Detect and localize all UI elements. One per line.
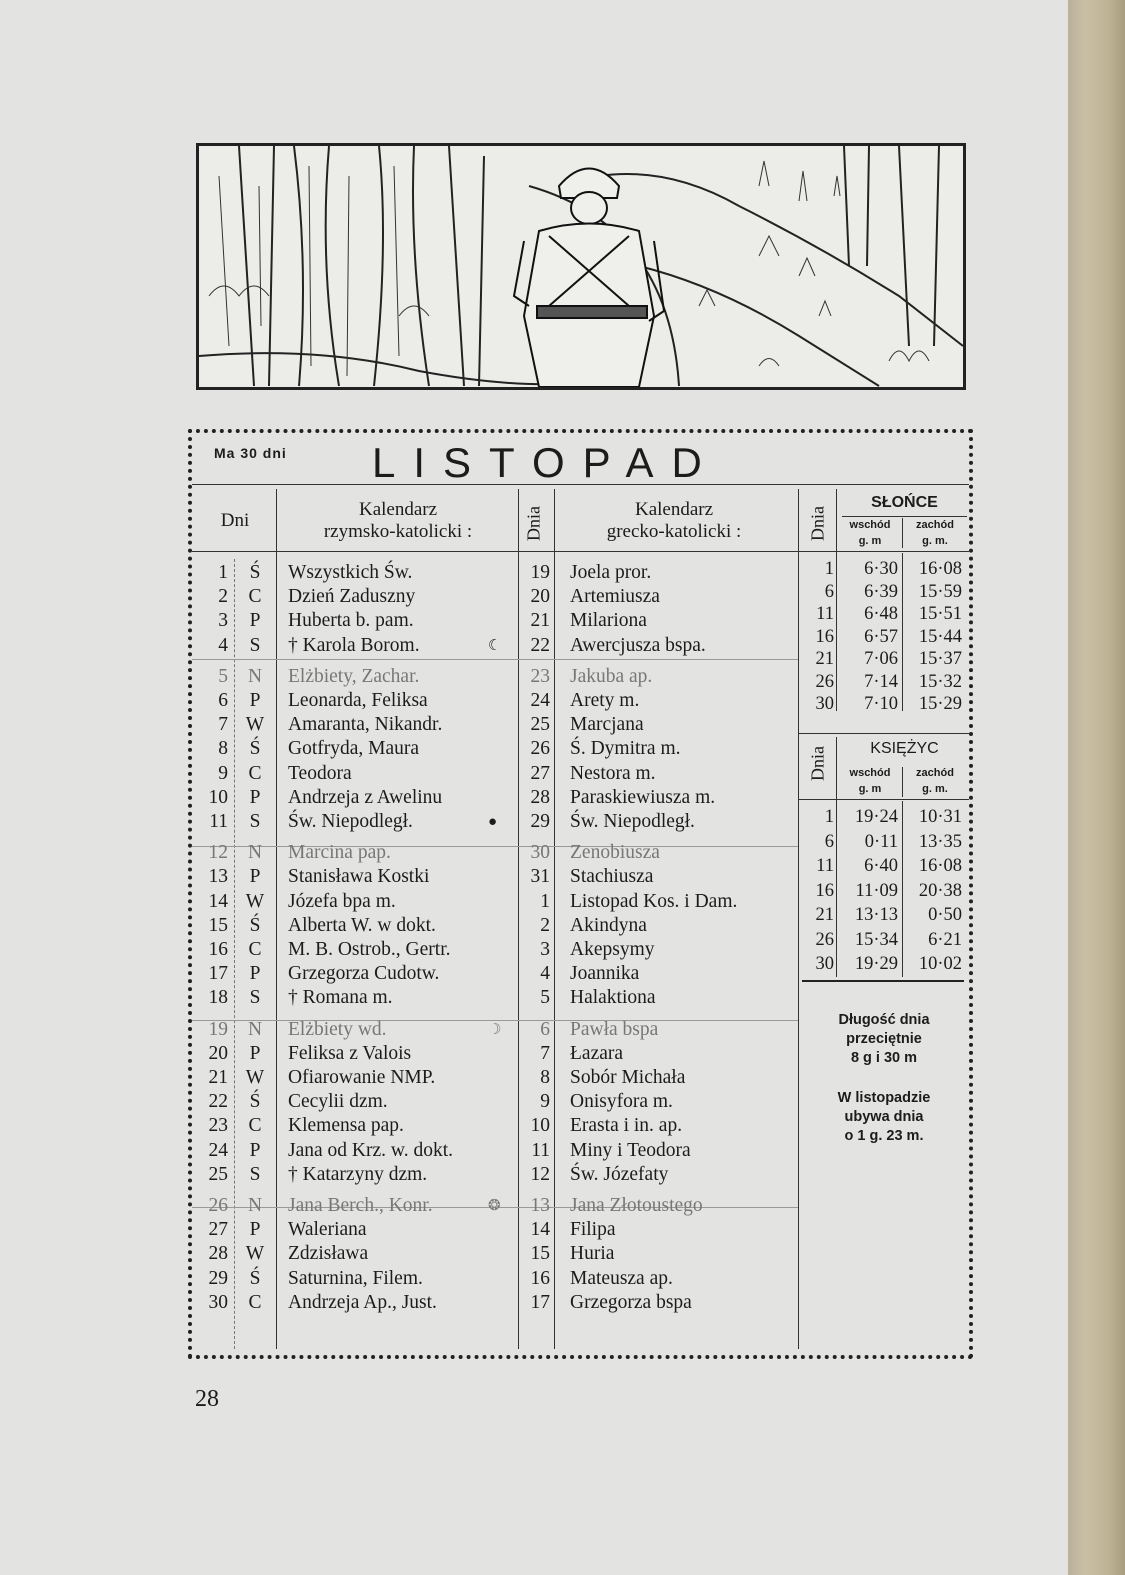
weekday-letter: P bbox=[249, 610, 261, 632]
day-number: 13 bbox=[208, 866, 228, 888]
col-roman-line1: Kalendarz bbox=[358, 499, 438, 520]
greek-saint: Sobór Michała bbox=[570, 1067, 686, 1088]
moon-phase-icon: ❂ bbox=[488, 1198, 501, 1214]
greek-day-number: 16 bbox=[530, 1267, 550, 1289]
sun-day: 30 bbox=[815, 694, 834, 714]
roman-saint: Elżbiety wd. bbox=[288, 1018, 387, 1040]
rise-set-rule bbox=[902, 553, 903, 711]
greek-day-number: 22 bbox=[530, 634, 550, 656]
note-line: 8 g i 30 m bbox=[850, 1050, 918, 1066]
moon-day: 21 bbox=[815, 905, 834, 925]
day-number: 4 bbox=[218, 634, 228, 656]
weekday-letter: Ś bbox=[249, 1267, 261, 1289]
day-number: 12 bbox=[208, 842, 228, 864]
rule-num-wd bbox=[234, 559, 235, 1349]
greek-saint: Zenobiusza bbox=[570, 842, 660, 864]
sun-dnia-label: Dnia bbox=[807, 506, 828, 541]
weekday-letter: S bbox=[249, 987, 261, 1009]
greek-day-number: 14 bbox=[530, 1219, 550, 1241]
moon-header-bottom bbox=[798, 799, 969, 800]
sun-set: 15·59 bbox=[918, 581, 962, 602]
greek-day-number: 17 bbox=[530, 1291, 550, 1313]
roman-saint: Andrzeja Ap., Just. bbox=[288, 1291, 437, 1313]
sun-day: 21 bbox=[815, 649, 834, 669]
weekday-letter: P bbox=[249, 786, 261, 808]
weekday-letter: S bbox=[249, 811, 261, 832]
sun-set: 16·08 bbox=[918, 559, 962, 579]
greek-day-number: 12 bbox=[530, 1163, 550, 1185]
day-number: 2 bbox=[218, 586, 228, 608]
moon-day: 26 bbox=[815, 929, 834, 950]
col-greek-header bbox=[554, 499, 794, 543]
greek-day-number: 1 bbox=[540, 890, 550, 912]
day-number: 22 bbox=[208, 1091, 228, 1113]
weekday-letter: C bbox=[248, 762, 262, 784]
sun-day: 1 bbox=[824, 559, 834, 579]
month-title: LISTOPAD bbox=[372, 439, 720, 486]
sun-rise: 7·10 bbox=[864, 694, 898, 714]
roman-saint: Elżbiety, Zachar. bbox=[288, 665, 420, 687]
greek-day-number: 25 bbox=[530, 714, 550, 736]
weekday-letter: C bbox=[248, 1115, 262, 1137]
soldier-illustration bbox=[196, 143, 966, 390]
roman-saint: Marcina pap. bbox=[288, 842, 391, 864]
greek-day-number: 6 bbox=[540, 1018, 550, 1040]
moon-rise: 19·29 bbox=[854, 954, 898, 974]
greek-day-number: 29 bbox=[530, 811, 550, 832]
moon-set: 0·50 bbox=[928, 905, 962, 925]
greek-day-number: 5 bbox=[540, 987, 550, 1009]
weekday-letter: P bbox=[249, 1139, 261, 1161]
greek-saint: Listopad Kos. i Dam. bbox=[570, 890, 738, 912]
sun-set: 15·32 bbox=[918, 671, 962, 692]
weekday-letter: W bbox=[245, 1067, 265, 1088]
roman-saint: Andrzeja z Awelinu bbox=[288, 786, 443, 808]
header-bottom-rule bbox=[192, 551, 798, 552]
moon-rise-label: wschód bbox=[849, 767, 891, 779]
day-number: 21 bbox=[208, 1067, 228, 1088]
moon-set-label: zachód bbox=[916, 767, 954, 779]
weekday-letter: W bbox=[245, 714, 265, 736]
greek-saint: Łazara bbox=[570, 1042, 624, 1064]
sun-rise: 6·57 bbox=[864, 626, 898, 647]
greek-day-number: 13 bbox=[530, 1195, 550, 1216]
sun-day: 6 bbox=[824, 581, 834, 602]
sun-set-label: zachód bbox=[916, 519, 954, 531]
greek-saint: Stachiusza bbox=[570, 866, 654, 888]
moon-day: 1 bbox=[824, 807, 834, 827]
greek-day-number: 2 bbox=[540, 914, 550, 936]
moon-rise: 11·09 bbox=[855, 880, 898, 901]
greek-saint: Akindyna bbox=[570, 914, 647, 936]
weekday-letter: P bbox=[249, 1042, 261, 1064]
roman-saint: Józefa bpa m. bbox=[288, 890, 396, 912]
day-number: 18 bbox=[208, 987, 228, 1009]
roman-saint: Ofiarowanie NMP. bbox=[288, 1067, 436, 1088]
weekday-letter: N bbox=[247, 1195, 263, 1216]
day-number: 3 bbox=[218, 610, 228, 632]
greek-saint: Milariona bbox=[570, 610, 647, 632]
day-number: 1 bbox=[218, 562, 228, 583]
sun-set: 15·51 bbox=[918, 604, 962, 624]
col-days-header: Dni bbox=[220, 510, 250, 531]
greek-saint: Awercjusza bspa. bbox=[570, 634, 706, 656]
greek-day-number: 10 bbox=[530, 1115, 550, 1137]
greek-day-number: 9 bbox=[540, 1091, 550, 1113]
sun-rise: 6·48 bbox=[864, 604, 898, 624]
greek-saint: Akepsymy bbox=[570, 939, 655, 960]
sun-rise: 6·39 bbox=[864, 581, 898, 602]
greek-day-number: 4 bbox=[540, 963, 550, 985]
day-number: 11 bbox=[209, 811, 228, 832]
note-line: Długość dnia bbox=[838, 1012, 930, 1028]
greek-day-number: 24 bbox=[530, 690, 550, 711]
sun-dnia-header bbox=[804, 495, 832, 553]
day-number: 23 bbox=[208, 1115, 228, 1137]
month-calendar bbox=[188, 429, 973, 1359]
day-decrease-note bbox=[804, 1089, 964, 1146]
page-number: 28 bbox=[195, 1386, 219, 1412]
moon-set: 13·35 bbox=[918, 831, 962, 852]
roman-saint: Dzień Zaduszny bbox=[288, 586, 416, 608]
greek-saint: Ś. Dymitra m. bbox=[570, 738, 681, 760]
weekday-letter: W bbox=[245, 890, 265, 912]
moon-bottom-rule bbox=[802, 980, 964, 982]
col-greek-line1: Kalendarz bbox=[634, 499, 714, 520]
col-greek-line2: grecko-katolicki : bbox=[606, 521, 742, 542]
roman-saint: Stanisława Kostki bbox=[288, 866, 430, 888]
greek-saint: Paraskiewiusza m. bbox=[570, 786, 716, 808]
weekday-letter: N bbox=[247, 665, 263, 687]
roman-saint: † Karola Borom. bbox=[288, 634, 420, 656]
moon-set: 10·02 bbox=[918, 954, 962, 974]
greek-day-number: 15 bbox=[530, 1243, 550, 1265]
sun-rise: 6·30 bbox=[864, 559, 898, 579]
greek-saint: Pawła bspa bbox=[570, 1018, 659, 1040]
moon-rise: 19·24 bbox=[854, 807, 898, 827]
forest-soldier-drawing bbox=[199, 146, 963, 387]
weekday-letter: Ś bbox=[249, 562, 261, 583]
weekday-letter: Ś bbox=[249, 914, 261, 936]
greek-saint: Halaktiona bbox=[570, 987, 656, 1009]
roman-saint: Wszystkich Św. bbox=[288, 562, 413, 583]
greek-day-number: 26 bbox=[530, 738, 550, 760]
weekday-letter: Ś bbox=[249, 1091, 261, 1113]
paper-edge bbox=[1068, 0, 1125, 1575]
day-number: 10 bbox=[208, 786, 228, 808]
greek-day-number: 30 bbox=[530, 842, 550, 864]
day-number: 14 bbox=[208, 890, 228, 912]
sun-unit2: g. m. bbox=[922, 535, 948, 547]
roman-saint: M. B. Ostrob., Gertr. bbox=[288, 939, 451, 960]
greek-saint: Grzegorza bspa bbox=[570, 1291, 692, 1313]
greek-saint: Św. Józefaty bbox=[570, 1163, 669, 1185]
roman-saint: Gotfryda, Maura bbox=[288, 738, 420, 760]
greek-day-number: 7 bbox=[540, 1042, 550, 1064]
greek-saint: Miny i Teodora bbox=[570, 1139, 691, 1161]
roman-saint: Amaranta, Nikandr. bbox=[288, 714, 443, 736]
sun-rise: 7·06 bbox=[864, 649, 898, 669]
roman-saint: Cecylii dzm. bbox=[288, 1091, 388, 1113]
weekday-letter: C bbox=[248, 586, 262, 608]
sun-unit-rule bbox=[902, 518, 903, 548]
sun-day: 26 bbox=[815, 671, 834, 692]
sun-unit1: g. m bbox=[858, 535, 882, 547]
greek-day-number: 21 bbox=[530, 610, 550, 632]
greek-saint: Jana Złotoustego bbox=[570, 1195, 703, 1216]
moon-phase-icon: ☾ bbox=[488, 637, 502, 654]
greek-day-number: 27 bbox=[530, 762, 550, 784]
sun-title-rule bbox=[842, 516, 967, 517]
moon-unit2: g. m. bbox=[922, 783, 948, 795]
roman-saint: Zdzisława bbox=[288, 1243, 369, 1265]
moon-title: KSIĘŻYC bbox=[870, 740, 939, 757]
greek-day-number: 23 bbox=[530, 665, 550, 687]
weekday-letter: N bbox=[247, 1018, 263, 1040]
day-number: 29 bbox=[208, 1267, 228, 1289]
roman-saint: Klemensa pap. bbox=[288, 1115, 404, 1137]
moon-rise: 6·40 bbox=[864, 856, 898, 876]
roman-saint: Teodora bbox=[288, 762, 352, 784]
moon-dnia-rule bbox=[836, 801, 837, 977]
roman-saint: Feliksa z Valois bbox=[288, 1042, 412, 1064]
note-line: W listopadzie bbox=[837, 1090, 931, 1106]
day-number: 27 bbox=[208, 1219, 228, 1241]
greek-saint: Św. Niepodległ. bbox=[570, 811, 695, 832]
roman-saint: Saturnina, Filem. bbox=[288, 1267, 423, 1289]
roman-saint: Leonarda, Feliksa bbox=[288, 690, 428, 711]
weekday-letter: C bbox=[248, 1291, 262, 1313]
note-line: o 1 g. 23 m. bbox=[844, 1128, 924, 1144]
days-count-note: Ma 30 dni bbox=[214, 445, 287, 461]
sun-title: SŁOŃCE bbox=[871, 494, 938, 511]
rise-set-rule bbox=[902, 801, 903, 977]
roman-saint: † Romana m. bbox=[288, 987, 393, 1009]
greek-day-number: 20 bbox=[530, 586, 550, 608]
greek-day-number: 11 bbox=[531, 1139, 550, 1161]
greek-day-number: 31 bbox=[530, 866, 550, 888]
moon-day: 11 bbox=[816, 856, 834, 876]
roman-saint: Grzegorza Cudotw. bbox=[288, 963, 440, 985]
weekday-letter: N bbox=[247, 842, 263, 864]
weekday-letter: P bbox=[249, 866, 261, 888]
day-number: 5 bbox=[218, 665, 228, 687]
moon-day: 16 bbox=[815, 880, 834, 901]
day-number: 6 bbox=[218, 690, 228, 711]
greek-saint: Marcjana bbox=[570, 714, 644, 736]
moon-day: 6 bbox=[824, 831, 834, 852]
greek-saint: Filipa bbox=[570, 1219, 616, 1241]
day-number: 24 bbox=[208, 1139, 228, 1161]
greek-saint: Huria bbox=[570, 1243, 615, 1265]
week-separator bbox=[192, 659, 798, 660]
header-top-rule bbox=[192, 484, 969, 485]
day-number: 7 bbox=[218, 714, 228, 736]
rule-greek-side bbox=[798, 489, 799, 1349]
day-number: 8 bbox=[218, 738, 228, 760]
sun-day: 16 bbox=[815, 626, 834, 647]
col-roman-line2: rzymsko-katolicki : bbox=[323, 521, 473, 542]
day-number: 25 bbox=[208, 1163, 228, 1185]
day-length-note bbox=[804, 1011, 964, 1068]
greek-day-number: 19 bbox=[530, 562, 550, 583]
greek-saint: Nestora m. bbox=[570, 762, 656, 784]
sun-set: 15·44 bbox=[918, 626, 962, 647]
roman-saint: Huberta b. pam. bbox=[288, 610, 414, 632]
day-number: 15 bbox=[208, 914, 228, 936]
moon-day: 30 bbox=[815, 954, 834, 974]
roman-saint: Alberta W. w dokt. bbox=[288, 914, 436, 936]
col-roman-header bbox=[278, 499, 518, 543]
note-line: przeciętnie bbox=[846, 1031, 922, 1047]
moon-dnia-label: Dnia bbox=[807, 746, 828, 781]
day-number: 26 bbox=[208, 1195, 228, 1216]
sun-rise-label: wschód bbox=[849, 519, 891, 531]
weekday-letter: W bbox=[245, 1243, 265, 1265]
sun-set: 15·37 bbox=[918, 649, 962, 669]
greek-saint: Jakuba ap. bbox=[570, 665, 653, 687]
moon-rise: 13·13 bbox=[854, 905, 898, 925]
day-number: 9 bbox=[218, 762, 228, 784]
moon-set: 10·31 bbox=[918, 807, 962, 827]
sun-header-bottom bbox=[798, 551, 969, 552]
col-dnia-header bbox=[520, 495, 548, 553]
greek-day-number: 8 bbox=[540, 1067, 550, 1088]
day-number: 17 bbox=[208, 963, 228, 985]
note-line: ubywa dnia bbox=[844, 1109, 924, 1125]
moon-set: 20·38 bbox=[918, 880, 962, 901]
moon-set: 16·08 bbox=[918, 856, 962, 876]
weekday-letter: S bbox=[249, 1163, 261, 1185]
weekday-letter: P bbox=[249, 690, 261, 711]
sun-set: 15·29 bbox=[918, 694, 962, 714]
moon-unit-rule bbox=[902, 767, 903, 797]
col-dnia-label: Dnia bbox=[523, 506, 544, 541]
roman-saint: Jana od Krz. w. dokt. bbox=[288, 1139, 453, 1161]
greek-saint: Arety m. bbox=[570, 690, 640, 711]
roman-saint: Jana Berch., Konr. bbox=[288, 1195, 433, 1216]
greek-saint: Erasta i in. ap. bbox=[570, 1115, 683, 1137]
roman-saint: Waleriana bbox=[288, 1219, 367, 1241]
day-number: 20 bbox=[208, 1042, 228, 1064]
day-number: 30 bbox=[208, 1291, 228, 1313]
moon-phase-icon: ● bbox=[488, 814, 498, 830]
moon-dnia-header bbox=[804, 735, 832, 793]
weekday-letter: S bbox=[249, 634, 261, 656]
day-number: 16 bbox=[208, 939, 228, 960]
greek-saint: Artemiusza bbox=[570, 586, 660, 608]
day-number: 28 bbox=[208, 1243, 228, 1265]
sun-day: 11 bbox=[816, 604, 834, 624]
moon-unit1: g. m bbox=[858, 783, 882, 795]
greek-day-number: 3 bbox=[540, 939, 550, 960]
weekday-letter: P bbox=[249, 1219, 261, 1241]
greek-saint: Onisyfora m. bbox=[570, 1091, 673, 1113]
weekday-letter: P bbox=[249, 963, 261, 985]
roman-saint: Św. Niepodległ. bbox=[288, 811, 413, 832]
moon-rise: 15·34 bbox=[854, 929, 898, 950]
sun-rise: 7·14 bbox=[864, 671, 898, 692]
greek-saint: Mateusza ap. bbox=[570, 1267, 673, 1289]
sun-rule-dnia bbox=[836, 489, 837, 711]
moon-phase-icon: ☽ bbox=[488, 1021, 502, 1038]
roman-saint: † Katarzyny dzm. bbox=[288, 1163, 428, 1185]
greek-saint: Joela pror. bbox=[570, 562, 652, 583]
rule-days-roman bbox=[276, 489, 277, 1349]
weekday-letter: C bbox=[248, 939, 262, 960]
greek-day-number: 28 bbox=[530, 786, 550, 808]
weekday-letter: Ś bbox=[249, 738, 261, 760]
moon-rise: 0·11 bbox=[864, 831, 898, 852]
day-number: 19 bbox=[208, 1018, 228, 1040]
moon-set: 6·21 bbox=[928, 929, 962, 950]
rule-dnia-greek bbox=[554, 489, 555, 1349]
greek-saint: Joannika bbox=[570, 963, 640, 985]
